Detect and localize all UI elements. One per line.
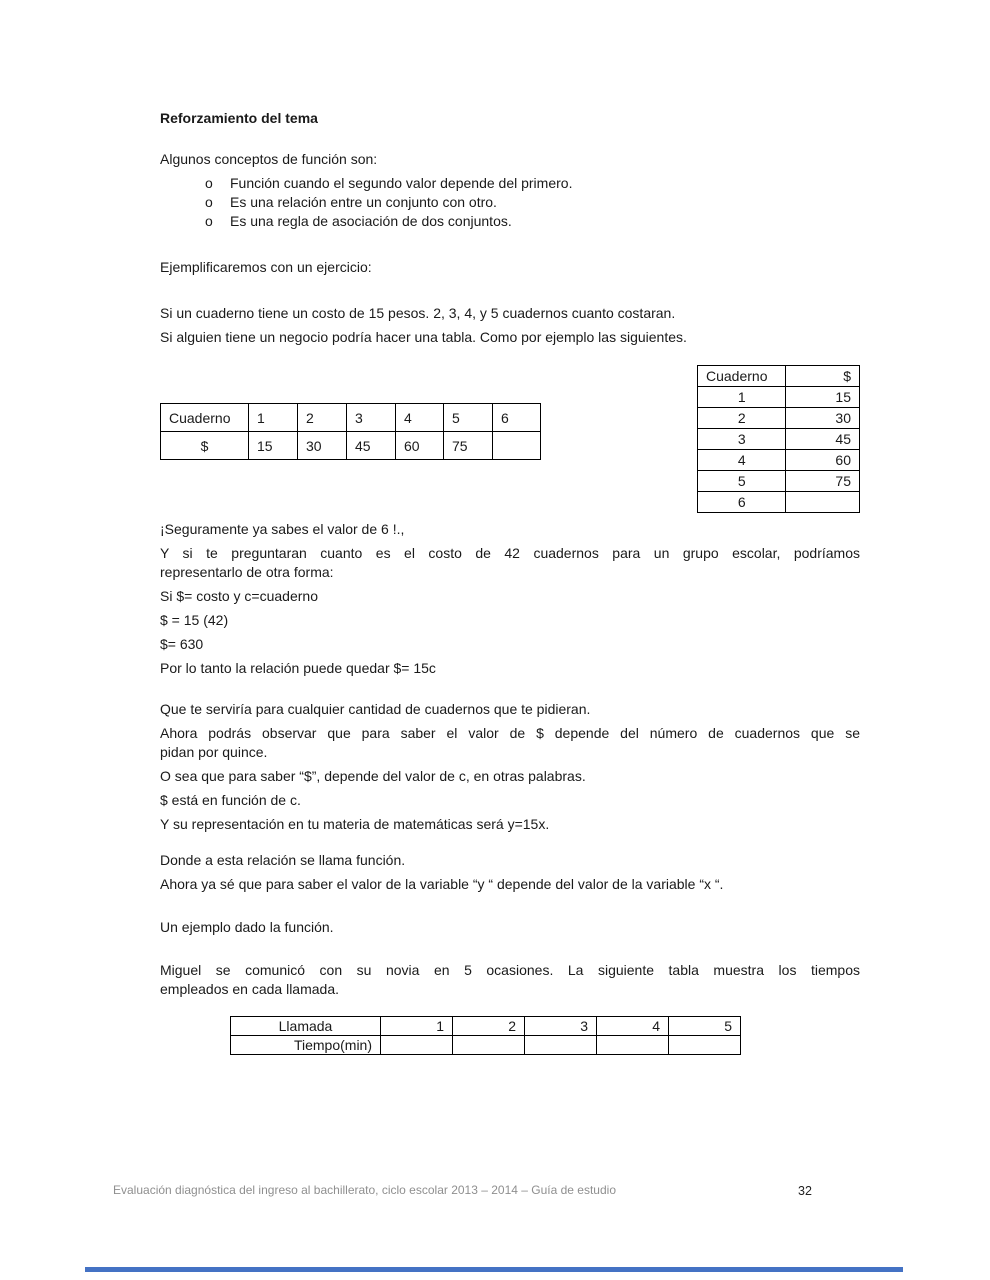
paragraph-line: pidan por quince. xyxy=(160,744,268,760)
table-row xyxy=(698,450,860,471)
paragraph-line: Y si te preguntaran cuanto es el costo de 42 cuadernos para un grupo escolar, podríamos xyxy=(160,545,860,561)
table-cell: 75 xyxy=(444,432,493,460)
paragraph: Un ejemplo dado la función. xyxy=(160,919,334,935)
paragraph: Si alguien tiene un negocio podría hacer una tabla. Como por ejemplo las siguientes. xyxy=(160,329,687,345)
list-item xyxy=(160,174,860,193)
table-cell: $ xyxy=(161,432,249,460)
table-cell xyxy=(669,1036,741,1055)
table-cell: 5 xyxy=(698,471,786,492)
table-cell: 6 xyxy=(698,492,786,513)
table-cell: 5 xyxy=(444,404,493,432)
paragraph: Ahora ya sé que para saber el valor de la variable “y “ depende del valor de la variable “x “. xyxy=(160,876,724,892)
table-row xyxy=(698,408,860,429)
paragraph xyxy=(160,724,860,762)
table-cell: 15 xyxy=(249,432,298,460)
table-cell xyxy=(786,492,860,513)
paragraph: Y su representación en tu materia de matemáticas será y=15x. xyxy=(160,816,550,832)
paragraph: Donde a esta relación se llama función. xyxy=(160,852,406,868)
table-cell: 3 xyxy=(698,429,786,450)
table-cell: 4 xyxy=(698,450,786,471)
cuaderno-table-horizontal xyxy=(160,403,541,460)
table-cell: 2 xyxy=(698,408,786,429)
intro-paragraph: Algunos conceptos de función son: xyxy=(160,151,378,167)
table-cell xyxy=(453,1036,525,1055)
table-cell: Cuaderno xyxy=(698,366,786,387)
table-cell: 45 xyxy=(347,432,396,460)
table-cell: 15 xyxy=(786,387,860,408)
table-row xyxy=(698,492,860,513)
list-item xyxy=(160,212,860,231)
concept-list xyxy=(160,174,860,231)
page-content xyxy=(160,110,860,1055)
table-cell: 4 xyxy=(396,404,444,432)
footer-text: Evaluación diagnóstica del ingreso al bachillerato, ciclo escolar 2013 – 2014 – Guía de estudio xyxy=(113,1183,616,1197)
bullet-marker: o xyxy=(205,175,213,191)
table-row xyxy=(698,366,860,387)
table-cell xyxy=(525,1036,597,1055)
paragraph: Si un cuaderno tiene un costo de 15 pesos. 2, 3, 4, y 5 cuadernos cuanto costaran. xyxy=(160,305,676,321)
table-cell: 4 xyxy=(597,1017,669,1036)
paragraph: Ejemplificaremos con un ejercicio: xyxy=(160,259,372,275)
table-cell: 1 xyxy=(698,387,786,408)
paragraph: Por lo tanto la relación puede quedar $= 15c xyxy=(160,660,436,676)
table-cell: 2 xyxy=(298,404,347,432)
cuaderno-table-vertical xyxy=(697,365,860,513)
page-number: 32 xyxy=(798,1184,812,1198)
table-cell: Tiempo(min) xyxy=(231,1036,381,1055)
table-cell: 60 xyxy=(396,432,444,460)
table-cell: 1 xyxy=(381,1017,453,1036)
table-row xyxy=(161,404,541,432)
table-cell: 75 xyxy=(786,471,860,492)
table-row xyxy=(698,471,860,492)
table-row xyxy=(231,1036,741,1055)
table-cell: Cuaderno xyxy=(161,404,249,432)
bullet-marker: o xyxy=(205,194,213,210)
paragraph xyxy=(160,544,860,582)
paragraph-line: representarlo de otra forma: xyxy=(160,564,334,580)
paragraph: Que te serviría para cualquier cantidad de cuadernos que te pidieran. xyxy=(160,701,591,717)
table-cell xyxy=(493,432,541,460)
table-row xyxy=(231,1017,741,1036)
section-title: Reforzamiento del tema xyxy=(160,110,318,126)
table-cell: 5 xyxy=(669,1017,741,1036)
paragraph-line: empleados en cada llamada. xyxy=(160,981,340,997)
paragraph-line: Ahora podrás observar que para saber el valor de $ depende del número de cuadernos que se xyxy=(160,725,860,741)
table-cell: 3 xyxy=(347,404,396,432)
table-row xyxy=(698,387,860,408)
table-cell: Llamada xyxy=(231,1017,381,1036)
paragraph: ¡Seguramente ya sabes el valor de 6 !., xyxy=(160,521,405,537)
list-item-text: Es una relación entre un conjunto con otro. xyxy=(230,194,497,210)
table-cell: 3 xyxy=(525,1017,597,1036)
table-cell: 1 xyxy=(249,404,298,432)
paragraph: $= 630 xyxy=(160,636,204,652)
list-item xyxy=(160,193,860,212)
bullet-marker: o xyxy=(205,213,213,229)
table-cell: 30 xyxy=(298,432,347,460)
table-cell: 60 xyxy=(786,450,860,471)
table-cell: 6 xyxy=(493,404,541,432)
table-cell xyxy=(381,1036,453,1055)
table-cell: $ xyxy=(786,366,860,387)
paragraph: Si $= costo y c=cuaderno xyxy=(160,588,318,604)
table-cell: 2 xyxy=(453,1017,525,1036)
tables-region xyxy=(160,352,860,520)
paragraph: $ = 15 (42) xyxy=(160,612,229,628)
table-cell xyxy=(597,1036,669,1055)
list-item-text: Es una regla de asociación de dos conjuntos. xyxy=(230,213,512,229)
bottom-blue-bar xyxy=(85,1267,903,1272)
list-item-text: Función cuando el segundo valor depende del primero. xyxy=(230,175,573,191)
paragraph: O sea que para saber “$”, depende del valor de c, en otras palabras. xyxy=(160,768,586,784)
paragraph: $ está en función de c. xyxy=(160,792,301,808)
table-cell: 30 xyxy=(786,408,860,429)
table-cell: 45 xyxy=(786,429,860,450)
table-row xyxy=(161,432,541,460)
table-row xyxy=(698,429,860,450)
llamadas-table xyxy=(230,1016,741,1055)
paragraph xyxy=(160,961,860,999)
paragraph-line: Miguel se comunicó con su novia en 5 ocasiones. La siguiente tabla muestra los tiempos xyxy=(160,962,860,978)
